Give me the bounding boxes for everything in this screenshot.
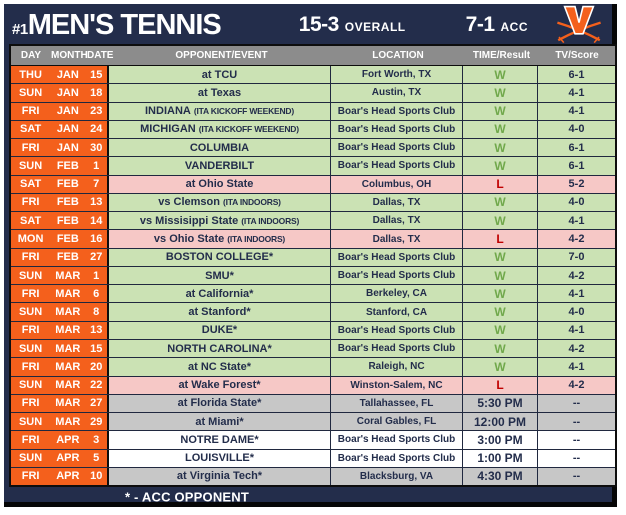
table-row: [11, 302, 615, 320]
result-cell: W: [462, 322, 537, 339]
day-cell: FRI: [21, 287, 40, 300]
date-cell: 29: [90, 415, 103, 428]
month-cell: JAN: [56, 123, 79, 136]
date-cell: 22: [90, 379, 103, 392]
opponent-name: NORTH CAROLINA*: [167, 342, 272, 355]
conference-label: ACC: [500, 20, 528, 34]
opponent-name: MICHIGAN: [140, 123, 196, 136]
month-cell: FEB: [56, 159, 79, 172]
month-cell: MAR: [55, 360, 81, 373]
location-cell: Coral Gables, FL: [330, 413, 462, 430]
day-cell: SAT: [20, 123, 42, 136]
date-block: [11, 431, 109, 448]
date-block: [11, 358, 109, 375]
opponent-cell: [109, 249, 330, 266]
month-cell: JAN: [56, 86, 79, 99]
table-row: [11, 284, 615, 302]
col-month: MONTH: [51, 50, 88, 61]
result-cell: 1:00 PM: [462, 450, 537, 467]
score-cell: --: [537, 450, 615, 467]
date-block: [11, 377, 109, 394]
location-cell: Boar's Head Sports Club: [330, 121, 462, 138]
date-block: [11, 468, 109, 485]
table-row: [11, 412, 615, 430]
score-cell: 4-1: [537, 285, 615, 302]
date-block: [11, 66, 109, 83]
col-time: TIME/Result: [472, 50, 531, 61]
result-cell: W: [462, 139, 537, 156]
opponent-cell: [109, 212, 330, 229]
date-cell: 30: [90, 141, 103, 154]
month-cell: MAR: [55, 379, 81, 392]
date-block: [11, 212, 109, 229]
opponent-cell: [109, 84, 330, 101]
date-cell: 15: [90, 342, 103, 355]
location-cell: Winston-Salem, NC: [330, 377, 462, 394]
date-block: [11, 395, 109, 412]
month-cell: FEB: [56, 214, 79, 227]
table-row: [11, 120, 615, 138]
score-cell: --: [537, 395, 615, 412]
opponent-name: LOUISVILLE*: [184, 452, 255, 465]
day-cell: MON: [17, 233, 44, 246]
date-cell: 20: [90, 360, 103, 373]
virginia-v-sabres-logo-icon: [552, 5, 606, 45]
date-cell: 15: [90, 68, 103, 81]
schedule-table: [9, 44, 617, 487]
day-cell: SUN: [18, 306, 43, 319]
table-row: [11, 430, 615, 448]
table-row: [11, 193, 615, 211]
opponent-cell: [109, 413, 330, 430]
table-row: [11, 102, 615, 120]
location-cell: Dallas, TX: [330, 230, 462, 247]
opponent-cell: [109, 157, 330, 174]
location-cell: Boar's Head Sports Club: [330, 431, 462, 448]
month-cell: MAR: [55, 342, 81, 355]
day-cell: FRI: [21, 360, 40, 373]
date-cell: 27: [90, 397, 103, 410]
opponent-cell: [109, 431, 330, 448]
opponent-name: NOTRE DAME*: [180, 433, 259, 446]
table-row: [11, 467, 615, 485]
date-block: [11, 322, 109, 339]
opponent-note: (ITA KICKOFF WEEKEND): [193, 106, 294, 117]
location-cell: Raleigh, NC: [330, 358, 462, 375]
table-row: [11, 357, 615, 375]
score-cell: 7-0: [537, 249, 615, 266]
day-cell: FRI: [21, 196, 40, 209]
result-cell: 4:30 PM: [462, 468, 537, 485]
month-cell: MAR: [55, 397, 81, 410]
day-cell: FRI: [21, 141, 40, 154]
date-block: [11, 103, 109, 120]
col-tv: TV/Score: [555, 50, 599, 61]
result-cell: L: [462, 230, 537, 247]
opponent-note: (ITA INDOORS): [241, 215, 300, 226]
score-cell: 4-0: [537, 121, 615, 138]
page-header: [4, 4, 612, 44]
opponent-name: at Florida State*: [177, 397, 262, 410]
opponent-name: vs Clemson: [158, 196, 220, 209]
page-footer: [4, 487, 612, 507]
table-row: [11, 138, 615, 156]
month-cell: MAR: [55, 306, 81, 319]
location-cell: Boar's Head Sports Club: [330, 249, 462, 266]
score-cell: 6-1: [537, 139, 615, 156]
table-row: [11, 339, 615, 357]
opponent-cell: [109, 377, 330, 394]
date-block: [11, 413, 109, 430]
day-cell: SUN: [18, 452, 43, 465]
score-cell: 4-0: [537, 194, 615, 211]
score-cell: 4-2: [537, 340, 615, 357]
day-cell: FRI: [21, 324, 40, 337]
result-cell: W: [462, 121, 537, 138]
opponent-name: at Virginia Tech*: [176, 470, 263, 483]
day-cell: FRI: [21, 397, 40, 410]
score-cell: 4-1: [537, 322, 615, 339]
opponent-cell: [109, 322, 330, 339]
location-cell: Boar's Head Sports Club: [330, 267, 462, 284]
day-cell: FRI: [21, 433, 40, 446]
date-block: [11, 450, 109, 467]
location-cell: Austin, TX: [330, 84, 462, 101]
result-cell: W: [462, 66, 537, 83]
opponent-cell: [109, 139, 330, 156]
month-cell: APR: [56, 433, 80, 446]
date-cell: 3: [93, 433, 100, 446]
month-cell: APR: [56, 452, 80, 465]
conference-record: 7-1: [465, 13, 495, 36]
month-cell: MAR: [55, 269, 81, 282]
opponent-cell: [109, 285, 330, 302]
date-cell: 7: [93, 178, 100, 191]
month-cell: JAN: [56, 68, 79, 81]
result-cell: W: [462, 249, 537, 266]
month-cell: FEB: [56, 251, 79, 264]
opponent-name: at NC State*: [188, 360, 251, 373]
date-cell: 24: [90, 123, 103, 136]
opponent-cell: [109, 450, 330, 467]
opponent-name: COLUMBIA: [189, 141, 250, 154]
col-location: LOCATION: [372, 50, 424, 61]
day-cell: FRI: [21, 251, 40, 264]
month-cell: MAR: [55, 324, 81, 337]
date-cell: 13: [90, 196, 103, 209]
date-cell: 13: [90, 324, 103, 337]
opponent-cell: [109, 230, 330, 247]
location-cell: Boar's Head Sports Club: [330, 450, 462, 467]
date-cell: 1: [93, 269, 100, 282]
date-cell: 6: [93, 287, 100, 300]
opponent-cell: [109, 395, 330, 412]
date-block: [11, 249, 109, 266]
opponent-name: at TCU: [201, 68, 238, 81]
overall-record-group: [299, 13, 406, 37]
opponent-cell: [109, 303, 330, 320]
location-cell: Boar's Head Sports Club: [330, 322, 462, 339]
day-cell: SUN: [18, 415, 43, 428]
opponent-name: SMU*: [205, 269, 234, 282]
schedule-body: [11, 66, 615, 485]
location-cell: Fort Worth, TX: [330, 66, 462, 83]
date-block: [11, 84, 109, 101]
opponent-note: (ITA KICKOFF WEEKEND): [198, 124, 299, 135]
location-cell: Columbus, OH: [330, 176, 462, 193]
score-cell: 4-1: [537, 103, 615, 120]
score-cell: 6-1: [537, 66, 615, 83]
month-cell: JAN: [56, 141, 79, 154]
table-row: [11, 394, 615, 412]
month-cell: FEB: [56, 233, 79, 246]
month-cell: MAR: [55, 287, 81, 300]
opponent-name: DUKE*: [201, 324, 238, 337]
day-cell: SUN: [18, 342, 43, 355]
opponent-name: vs Ohio State: [153, 233, 225, 246]
result-cell: W: [462, 194, 537, 211]
opponent-name: BOSTON COLLEGE*: [165, 251, 274, 264]
date-block: [11, 230, 109, 247]
overall-record: 15-3: [298, 13, 339, 36]
date-cell: 5: [93, 452, 100, 465]
result-cell: W: [462, 103, 537, 120]
opponent-name: at Wake Forest*: [178, 379, 261, 392]
opponent-note: (ITA INDOORS): [222, 197, 281, 208]
table-row: [11, 66, 615, 83]
location-cell: Berkeley, CA: [330, 285, 462, 302]
date-block: [11, 285, 109, 302]
score-cell: 4-2: [537, 230, 615, 247]
result-cell: W: [462, 285, 537, 302]
result-cell: L: [462, 377, 537, 394]
col-day: DAY: [20, 50, 42, 61]
score-cell: 4-2: [537, 267, 615, 284]
month-cell: FEB: [56, 178, 79, 191]
day-cell: FRI: [21, 470, 40, 483]
date-cell: 23: [90, 105, 103, 118]
opponent-cell: [109, 358, 330, 375]
schedule-panel: [4, 4, 617, 507]
day-cell: THU: [19, 68, 42, 81]
result-cell: W: [462, 303, 537, 320]
opponent-note: (ITA INDOORS): [227, 234, 286, 245]
location-cell: Boar's Head Sports Club: [330, 139, 462, 156]
opponent-cell: [109, 194, 330, 211]
day-cell: FRI: [21, 105, 40, 118]
title-group: [12, 9, 299, 42]
date-cell: 27: [90, 251, 103, 264]
day-cell: SUN: [18, 379, 43, 392]
result-cell: 5:30 PM: [462, 395, 537, 412]
table-row: [11, 449, 615, 467]
opponent-cell: [109, 267, 330, 284]
opponent-cell: [109, 66, 330, 83]
date-block: [11, 303, 109, 320]
day-cell: SUN: [18, 269, 43, 282]
location-cell: Dallas, TX: [330, 194, 462, 211]
table-row: [11, 175, 615, 193]
col-opponent: OPPONENT/EVENT: [175, 50, 268, 61]
date-block: [11, 194, 109, 211]
date-cell: 16: [90, 233, 103, 246]
opponent-cell: [109, 121, 330, 138]
result-cell: 3:00 PM: [462, 431, 537, 448]
score-cell: 5-2: [537, 176, 615, 193]
date-block: [11, 267, 109, 284]
score-cell: --: [537, 431, 615, 448]
opponent-name: INDIANA: [145, 105, 191, 118]
day-cell: SAT: [20, 214, 42, 227]
date-block: [11, 139, 109, 156]
score-cell: --: [537, 468, 615, 485]
score-cell: 6-1: [537, 157, 615, 174]
opponent-name: vs Missisippi State: [139, 214, 239, 227]
opponent-name: at Stanford*: [188, 306, 251, 319]
column-header-row: [11, 46, 615, 66]
table-row: [11, 156, 615, 174]
score-cell: 4-1: [537, 84, 615, 101]
month-cell: JAN: [56, 105, 79, 118]
result-cell: W: [462, 267, 537, 284]
result-cell: W: [462, 212, 537, 229]
opponent-name: at Texas: [197, 86, 242, 99]
team-rank: #1: [12, 20, 28, 38]
location-cell: Dallas, TX: [330, 212, 462, 229]
date-cell: 8: [93, 306, 100, 319]
score-cell: 4-1: [537, 358, 615, 375]
result-cell: L: [462, 176, 537, 193]
location-cell: Tallahassee, FL: [330, 395, 462, 412]
date-block: [11, 121, 109, 138]
conference-record-group: [466, 13, 528, 37]
date-block: [11, 340, 109, 357]
opponent-cell: [109, 176, 330, 193]
location-cell: Stanford, CA: [330, 303, 462, 320]
table-row: [11, 376, 615, 394]
month-cell: MAR: [55, 415, 81, 428]
date-cell: 18: [90, 86, 103, 99]
table-row: [11, 229, 615, 247]
date-block: [11, 157, 109, 174]
day-cell: SAT: [20, 178, 42, 191]
location-cell: Boar's Head Sports Club: [330, 157, 462, 174]
month-cell: FEB: [56, 196, 79, 209]
day-cell: SUN: [18, 159, 43, 172]
date-block: [11, 176, 109, 193]
score-cell: --: [537, 413, 615, 430]
result-cell: W: [462, 340, 537, 357]
day-cell: SUN: [18, 86, 43, 99]
table-row: [11, 248, 615, 266]
score-cell: 4-1: [537, 212, 615, 229]
opponent-name: at Miami*: [195, 415, 244, 428]
result-cell: W: [462, 358, 537, 375]
acc-opponent-note: * - ACC OPPONENT: [124, 489, 250, 505]
opponent-cell: [109, 468, 330, 485]
opponent-name: at Ohio State: [185, 178, 254, 191]
date-cell: 14: [90, 214, 103, 227]
opponent-cell: [109, 103, 330, 120]
table-row: [11, 83, 615, 101]
location-cell: Boar's Head Sports Club: [330, 103, 462, 120]
col-date: DATE: [87, 50, 114, 61]
table-row: [11, 211, 615, 229]
result-cell: 12:00 PM: [462, 413, 537, 430]
month-cell: APR: [56, 470, 80, 483]
opponent-name: VANDERBILT: [184, 159, 255, 172]
result-cell: W: [462, 84, 537, 101]
overall-label: OVERALL: [344, 20, 406, 34]
page-title: MEN'S TENNIS: [27, 8, 221, 41]
table-row: [11, 266, 615, 284]
table-row: [11, 321, 615, 339]
date-cell: 1: [93, 159, 100, 172]
score-cell: 4-0: [537, 303, 615, 320]
location-cell: Blacksburg, VA: [330, 468, 462, 485]
opponent-name: at California*: [185, 287, 254, 300]
score-cell: 4-2: [537, 377, 615, 394]
date-cell: 10: [90, 470, 103, 483]
opponent-cell: [109, 340, 330, 357]
result-cell: W: [462, 157, 537, 174]
location-cell: Boar's Head Sports Club: [330, 340, 462, 357]
